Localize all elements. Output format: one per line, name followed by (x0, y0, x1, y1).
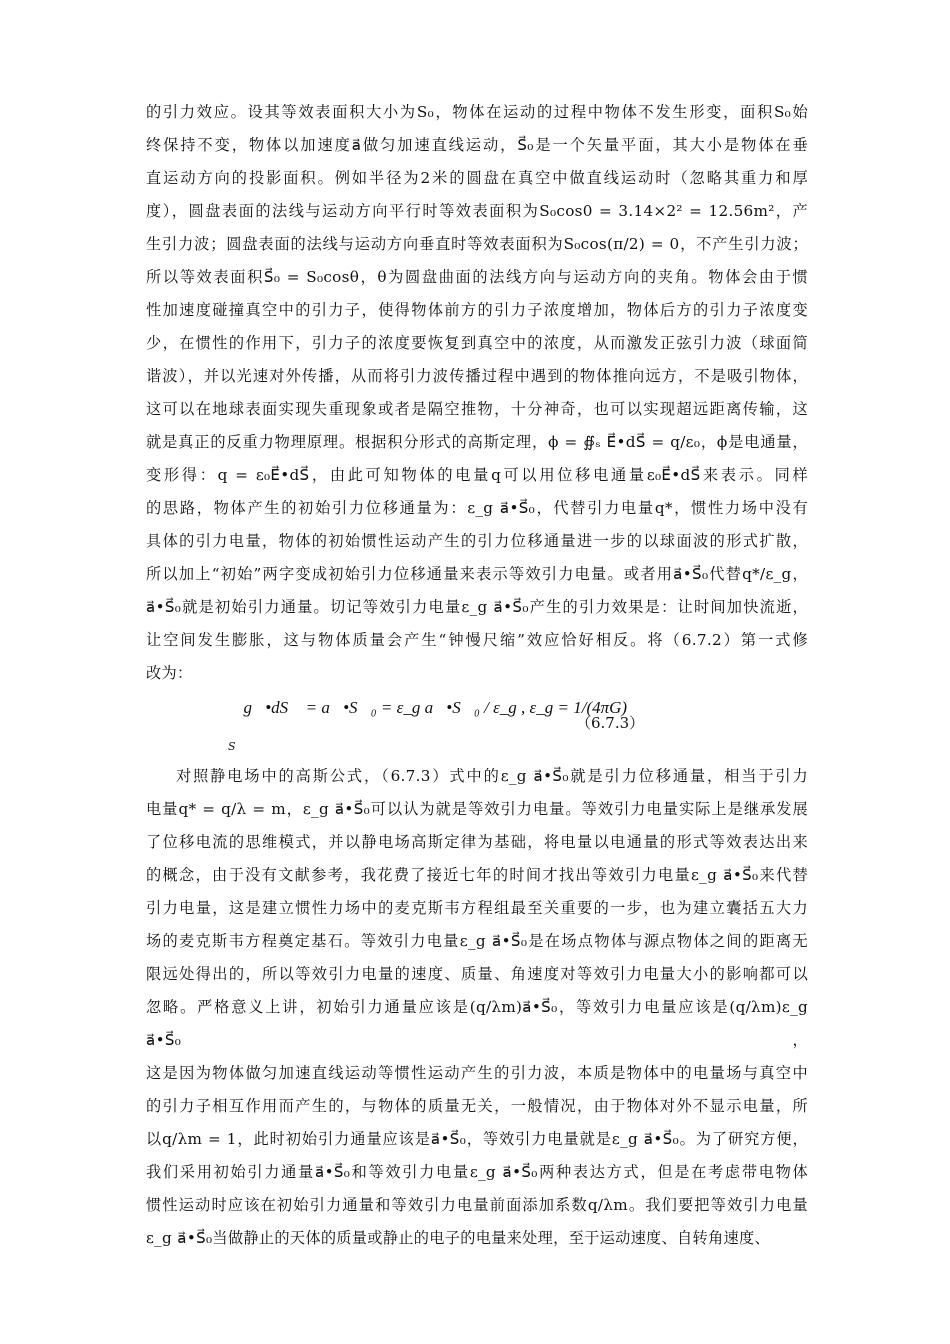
text-line: 所以等效表面积S⃗₀ = S₀cosθ，θ为圆盘曲面的法线方向与运动方向的夹角。物体会由于惯 (146, 268, 808, 286)
text-line: a⃗•S⃗₀就是初始引力通量。切记等效引力电量ε_g a⃗•S⃗₀产生的引力效果是：让时间加快流逝， (146, 598, 808, 616)
text-line: 让空间发生膨胀，这与物体质量会产生“钟慢尺缩”效应恰好相反。将（6.7.2）第一式修 (146, 631, 808, 649)
paragraph-block-2 (146, 760, 808, 1255)
text-line: 了位移电流的思维模式，并以静电场高斯定律为基础，将电量以电通量的形式等效表达出来 (146, 833, 808, 851)
text-line: 的引力子相互作用而产生的，与物体的质量无关，一般情况，由于物体对外不显示电量，所 (146, 1097, 808, 1115)
equation-6-7-3 (146, 690, 808, 760)
text-line: 所以加上“初始”两字变成初始引力位移通量来表示等效引力电量。或者用a⃗•S⃗₀代替q*/ε_g， (146, 565, 808, 583)
text-line: 场的麦克斯韦方程奠定基石。等效引力电量ε_g a⃗•S⃗₀是在场点物体与源点物体之间的距离无 (146, 932, 808, 950)
text-line: 我们采用初始引力通量a⃗•S⃗₀和等效引力电量ε_g a⃗•S⃗₀两种表达方式，但是在考虑带电物体 (146, 1163, 808, 1181)
text-line: 变形得：q = ε₀E⃗•dS⃗，由此可知物体的电量q可以用位移电通量ε₀E⃗•dS⃗来表示。同样 (146, 466, 808, 484)
paragraph-block-1 (146, 96, 808, 690)
equation-number: （6.7.3） (576, 714, 645, 732)
text-line: ε_g a⃗•S⃗₀当做静止的天体的质量或静止的电子的电量来处理，至于运动速度、自转角速度、 (146, 1229, 770, 1247)
text-line: 的概念，由于没有文献参考，我花费了接近七年的时间才找出等效引力电量ε_g a⃗•S⃗₀来代替 (146, 866, 808, 884)
text-line: 直运动方向的投影面积。例如半径为2米的圆盘在真空中做直线运动时（忽略其重力和厚 (146, 169, 808, 187)
text-line: 对照静电场中的高斯公式，（6.7.3）式中的ε_g a⃗•S⃗₀就是引力位移通量，相当于引力 (176, 767, 808, 785)
text-line: 改为： (146, 664, 193, 682)
text-line: 的引力效应。设其等效表面积大小为S₀，物体在运动的过程中物体不发生形变，面积S₀始 (146, 103, 808, 121)
text-line: 谐波），并以光速对外传播，从而将引力波传播过程中遇到的物体推向远方，不是吸引物体， (146, 367, 808, 385)
text-line: 生引力波；圆盘表面的法线与运动方向垂直时等效表面积为S₀cos(π/2) = 0，不产生引力波； (146, 235, 808, 253)
text-line: 少，在惯性的作用下，引力子的浓度要恢复到真空中的浓度，从而激发正弦引力波（球面简 (146, 334, 808, 352)
document-body (146, 96, 808, 1255)
text-line: 这可以在地球表面实现失重现象或者是隔空推物，十分神奇，也可以实现超远距离传输，这 (146, 400, 808, 418)
text-line: 限远处得出的，所以等效引力电量的速度、质量、角速度对等效引力电量大小的影响都可以 (146, 965, 808, 983)
equation-integral-subscript: S (228, 740, 236, 753)
text-line: 度），圆盘表面的法线与运动方向平行时等效表面积为S₀cos0 = 3.14×2² = 12.56m²，产 (146, 202, 808, 220)
text-line: 电量q* = q/λ = m，ε_g a⃗•S⃗₀可以认为就是等效引力电量。等效引力电量实际上是继承发展 (146, 800, 808, 818)
text-line: 就是真正的反重力物理原理。根据积分形式的高斯定理，ϕ = ∯ₛ E⃗•dS⃗ = q/ε₀，ϕ是电通量， (146, 433, 808, 451)
text-line: 具体的引力电量，物体的初始惯性运动产生的引力位移通量进一步的以球面波的形式扩散， (146, 532, 808, 550)
text-line: 忽略。严格意义上讲，初始引力通量应该是(q/λm)a⃗•S⃗₀，等效引力电量应该是(q/λm)ε_g a⃗•S⃗₀， (146, 998, 808, 1049)
text-line: 终保持不变，物体以加速度a⃗做匀加速直线运动，S⃗₀是一个矢量平面，其大小是物体在垂 (146, 136, 808, 154)
text-line: 这是因为物体做匀加速直线运动等惯性运动产生的引力波，本质是物体中的电量场与真空中 (146, 1064, 808, 1082)
text-line: 惯性运动时应该在初始引力通量和等效引力电量前面添加系数q/λm。我们要把等效引力电量 (146, 1196, 808, 1214)
text-line: 的思路，物体产生的初始引力位移通量为：ε_g a⃗•S⃗₀，代替引力电量q*，惯性力场中没有 (146, 499, 808, 517)
equation-body: ∯ g⃗•dS⃗ = a⃗•S⃗₀ = ε_g a⃗•S⃗₀ / ε_g , ε_g = 1/(4πG) (226, 698, 628, 717)
text-line: 引力电量，这是建立惯性力场中的麦克斯韦方程组最至关重要的一步，也为建立囊括五大力 (146, 899, 808, 917)
text-line: 以q/λm = 1，此时初始引力通量应该是a⃗•S⃗₀，等效引力电量就是ε_g a⃗•S⃗₀。为了研究方便， (146, 1130, 808, 1148)
text-line: 性加速度碰撞真空中的引力子，使得物体前方的引力子浓度增加，物体后方的引力子浓度变 (146, 301, 808, 319)
